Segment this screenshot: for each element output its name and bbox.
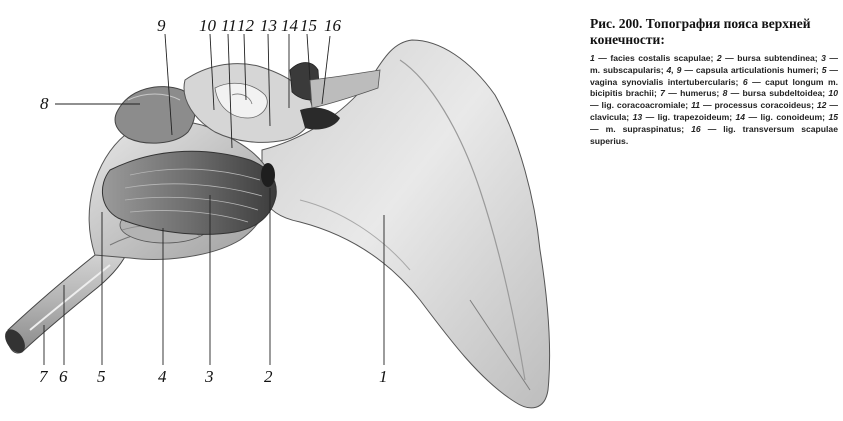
label-15: 15	[300, 16, 317, 35]
legend-text: — caput longum m. bicipitis brachii;	[590, 76, 838, 99]
figure-caption	[590, 16, 838, 147]
legend-number: 14	[735, 111, 746, 122]
legend-number: 11	[691, 100, 700, 111]
legend-number: 5	[821, 64, 827, 75]
legend-text: — vagina synovialis intertubercularis;	[590, 64, 838, 87]
label-14: 14	[281, 16, 298, 35]
label-8: 8	[40, 94, 49, 113]
label-3: 3	[205, 367, 214, 386]
legend-text: — lig. coracoacromiale;	[590, 100, 692, 111]
legend-text: — bursa subdeltoidea;	[727, 88, 829, 99]
legend-item	[590, 53, 717, 63]
legend-item	[691, 100, 817, 110]
legend-text: — lig. transversum scapulae superius.	[590, 123, 838, 146]
label-1: 1	[379, 367, 388, 386]
caption-legend	[590, 53, 838, 147]
legend-number: 2	[716, 53, 722, 63]
legend-item	[736, 112, 829, 122]
legend-text: — clavicula;	[590, 100, 839, 122]
legend-item	[723, 88, 829, 98]
legend-number: 15	[828, 111, 838, 122]
caption-title: Рис. 200. Топография пояса верхней конечности:	[590, 16, 811, 47]
label-10: 10	[199, 16, 216, 35]
label-7: 7	[39, 367, 48, 386]
label-9: 9	[157, 16, 166, 35]
legend-text: — facies costalis scapulae;	[594, 53, 717, 63]
label-2: 2	[264, 367, 273, 386]
label-5: 5	[97, 367, 106, 386]
legend-item	[633, 112, 736, 122]
label-16: 16	[324, 16, 341, 35]
legend-number: 3	[821, 53, 826, 63]
legend-text: — processus coracoideus;	[699, 100, 817, 111]
legend-number: 13	[632, 111, 643, 122]
label-13: 13	[260, 16, 277, 35]
legend-number: 10	[828, 88, 838, 99]
legend-text: — humerus;	[664, 88, 723, 99]
label-12: 12	[237, 16, 254, 35]
label-4: 4	[158, 367, 167, 386]
legend-text: — m. supraspinatus;	[590, 123, 692, 134]
label-6: 6	[59, 367, 68, 386]
legend-text: — m. subscapularis;	[590, 53, 838, 75]
legend-number: 4, 9	[666, 64, 682, 75]
legend-number: 16	[691, 123, 701, 134]
legend-number: 8	[722, 88, 728, 99]
legend-item	[667, 65, 822, 75]
legend-text: — bursa subtendinea;	[721, 53, 822, 63]
legend-number: 1	[590, 53, 595, 63]
label-11: 11	[221, 16, 237, 35]
legend-item	[660, 88, 722, 98]
legend-number: 6	[742, 76, 748, 87]
legend-text: — capsula articulationis humeri;	[681, 64, 822, 75]
legend-text: — lig. conoideum;	[745, 111, 829, 122]
legend-item	[717, 53, 821, 63]
legend-text: — lig. trapezoideum;	[642, 111, 736, 122]
legend-number: 12	[816, 100, 827, 111]
legend-number: 7	[660, 88, 665, 99]
